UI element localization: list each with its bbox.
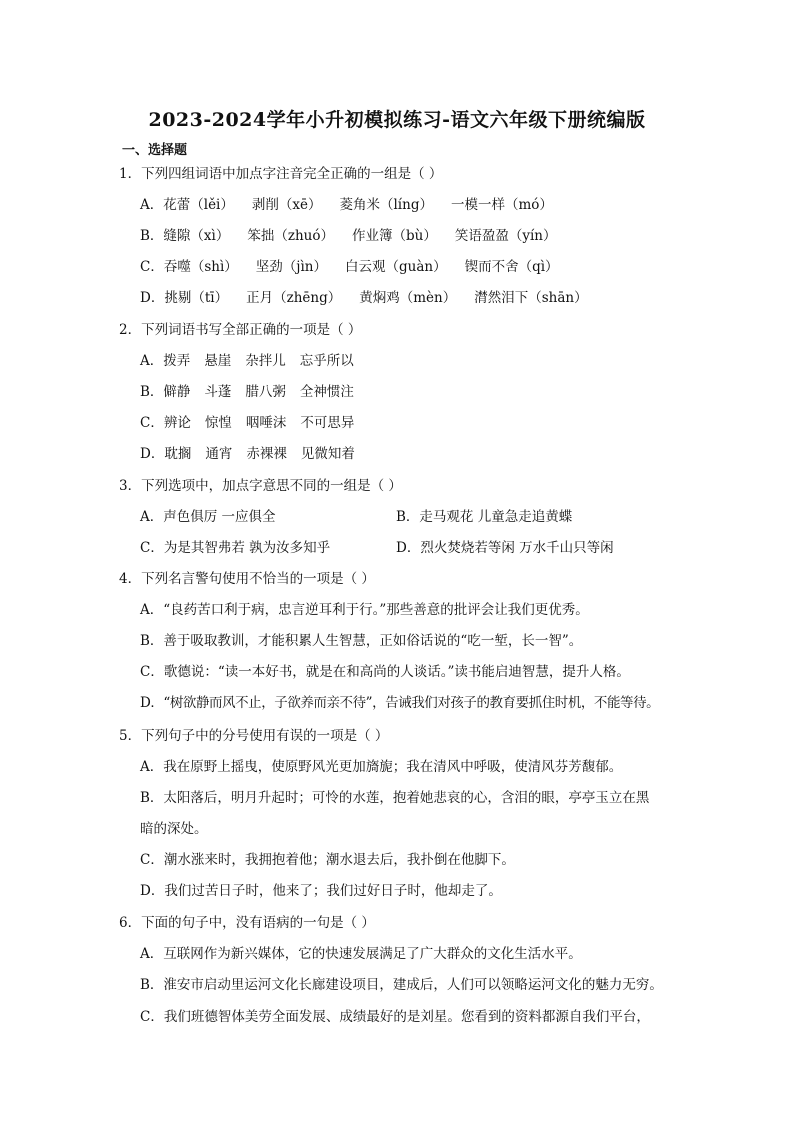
question-2-stem: 2．下列词语书写全部正确的一项是（ ） [119, 322, 362, 338]
question-4-option-d: D．“树欲静而风不止，子欲养而亲不待”，告诫我们对孩子的教育要抓住时机，不能等待。 [140, 695, 660, 711]
question-5-option-d: D．我们过苦日子时，他来了；我们过好日子时，他却走了。 [140, 883, 502, 899]
question-5-option-b-line-1: B．太阳落后，明月升起时；可怜的水莲，抱着她悲哀的心，含泪的眼，亭亭玉立在黑 [140, 790, 650, 806]
question-1-option-b: B．缝隙（xì） 笨拙（zhuó） 作业簿（bù） 笑语盈盈（yín） [140, 228, 557, 244]
question-1-option-d: D．挑剔（tī） 正月（zhēng） 黄焖鸡（mèn） 潸然泪下（shān） [140, 290, 588, 306]
question-3-option-b: B．走马观花 儿童急走追黄蝶 [396, 509, 573, 525]
question-5-stem: 5．下列句子中的分号使用有误的一项是（ ） [119, 728, 389, 744]
question-5-option-b-line-2: 暗的深处。 [140, 821, 208, 837]
question-3-option-d: D．烈火焚烧若等闲 万水千山只等闲 [396, 540, 614, 556]
question-2-option-a: A．拨弄 悬崖 杂拌儿 忘乎所以 [140, 353, 354, 369]
question-4-option-a: A．“良药苦口利于病，忠言逆耳利于行。”那些善意的批评会让我们更优秀。 [140, 602, 589, 618]
question-4-stem: 4．下列名言警句使用不恰当的一项是（ ） [119, 571, 375, 587]
question-1-option-a: A．花蕾（lěi） 剥削（xē） 菱角米（líng） 一模一样（mó） [140, 197, 553, 213]
question-2-option-d: D．耽搁 通宵 赤裸裸 见微知着 [140, 446, 355, 462]
question-4-option-b: B．善于吸取教训，才能积累人生智慧，正如俗话说的“吃一堑，长一智”。 [140, 633, 583, 649]
question-3-option-a: A．声色俱厉 一应俱全 [140, 509, 276, 525]
page-title: 2023-2024学年小升初模拟练习-语文六年级下册统编版 [148, 109, 646, 131]
question-3-stem: 3．下列选项中，加点字意思不同的一组是（ ） [119, 478, 402, 494]
question-6-option-a: A．互联网作为新兴媒体，它的快速发展满足了广大群众的文化生活水平。 [140, 946, 582, 962]
question-5-option-a: A．我在原野上摇曳，使原野风光更加旖旎；我在清风中呼吸，使清风芬芳馥郁。 [140, 759, 623, 775]
question-6-stem: 6．下面的句子中，没有语病的一句是（ ） [119, 915, 375, 931]
question-2-option-c: C．辨论 惊惶 咽唾沫 不可思异 [140, 415, 355, 431]
question-6-option-c: C．我们班德智体美劳全面发展、成绩最好的是刘星。您看到的资料都源自我们平台， [140, 1009, 650, 1025]
question-4-option-c: C．歌德说：“读一本好书，就是在和高尚的人谈话。”读书能启迪智慧，提升人格。 [140, 664, 630, 680]
question-1-stem: 1．下列四组词语中加点字注音完全正确的一组是（ ） [119, 166, 443, 182]
question-3-option-c: C．为是其智弗若 孰为汝多知乎 [140, 540, 331, 556]
section-heading: 一、选择题 [122, 143, 188, 158]
question-6-option-b: B．淮安市启动里运河文化长廊建设项目，建成后，人们可以领略运河文化的魅力无穷。 [140, 977, 663, 993]
question-1-option-c: C．吞噬（shì） 坚劲（jìn） 白云观（guàn） 锲而不舍（qì） [140, 259, 559, 275]
question-2-option-b: B．僻静 斗蓬 腊八粥 全神惯注 [140, 384, 354, 400]
question-5-option-c: C．潮水涨来时，我拥抱着他；潮水退去后，我扑倒在他脚下。 [140, 852, 515, 868]
